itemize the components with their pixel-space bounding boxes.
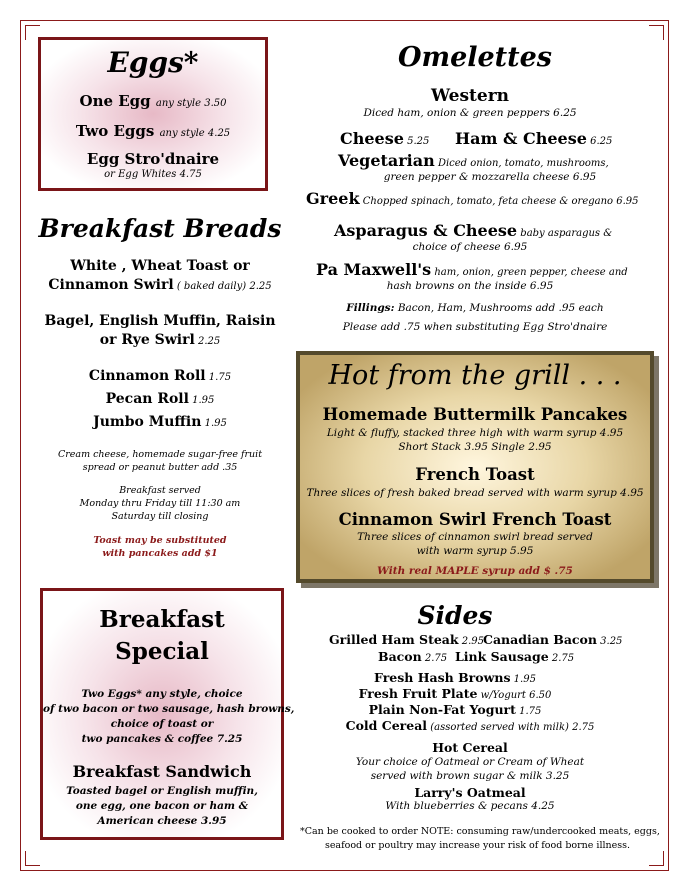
special-desc: Two Eggs* any style, choice (81, 688, 243, 700)
menu-item-cold-cereal (330, 718, 610, 733)
item-name: Link Sausage (455, 649, 549, 664)
menu-item-yogurt (330, 702, 580, 717)
menu-item-french-toast: French Toast (415, 465, 535, 484)
menu-item-western: Western (430, 86, 510, 106)
menu-item-canadian-bacon (483, 632, 622, 647)
item-desc: choice of cheese 6.95 (412, 241, 528, 253)
item-name: Canadian Bacon (483, 632, 597, 647)
omelettes-title: Omelettes (397, 42, 553, 73)
item-name: One Egg (79, 92, 151, 110)
breads-note: Cream cheese, homemade sugar-free fruit (57, 449, 263, 460)
item-price: 2.75 (421, 653, 448, 664)
item-name: Pecan Roll (105, 391, 189, 407)
breakfast-special-section (40, 588, 295, 840)
footnote: *Can be cooked to order NOTE: consuming raw/undercooked meats, eggs, (300, 826, 660, 837)
menu-item-pecan-roll (30, 391, 290, 407)
item-name: Bacon (378, 649, 422, 664)
item-name: Fresh Fruit Plate (358, 686, 478, 701)
grill-section (296, 351, 654, 583)
menu-item-larrys-oatmeal: Larry's Oatmeal (414, 785, 526, 800)
item-desc: baby asparagus & (517, 228, 613, 239)
item-name: Greek (306, 189, 360, 208)
item-desc: with warm syrup 5.95 (416, 545, 534, 557)
menu-item-one-egg (41, 92, 265, 110)
item-desc: Three slices of fresh baked bread served with warm syrup 4.95 (306, 487, 644, 499)
item-desc: With blueberries & pecans 4.25 (385, 800, 555, 812)
sandwich-desc: Toasted bagel or English muffin, (66, 785, 258, 797)
item-desc: Your choice of Oatmeal or Cream of Wheat (355, 756, 585, 768)
item-note: any style 3.50 (155, 98, 227, 109)
item-note: 2.25 (194, 336, 221, 347)
border-corner (649, 851, 664, 866)
substitution-note: with pancakes add $1 (102, 548, 218, 559)
sandwich-desc: one egg, one bacon or ham & (75, 800, 249, 812)
grill-title: Hot from the grill . . . (328, 360, 622, 391)
menu-item-toast: White , Wheat Toast or (70, 258, 250, 274)
fillings-note (310, 302, 640, 314)
item-desc: ham, onion, green pepper, cheese and (431, 267, 628, 278)
menu-item-cinnamon-swirl-french-toast: Cinnamon Swirl French Toast (338, 510, 612, 529)
item-price: 5.25 (403, 136, 430, 147)
menu-item-hot-cereal: Hot Cereal (432, 740, 508, 755)
item-desc: hash browns on the inside 6.95 (386, 280, 554, 292)
item-note: ( baked daily) 2.25 (173, 281, 272, 292)
item-price: 1.75 (515, 706, 542, 717)
fillings-text: Bacon, Ham, Mushrooms add .95 each (394, 302, 604, 314)
item-price: 1.95 (510, 674, 536, 685)
breads-title: Breakfast Breads (38, 214, 282, 243)
substitution-note: Toast may be substituted (93, 535, 227, 546)
menu-item-link-sausage (455, 649, 574, 664)
menu-item-bagel: Bagel, English Muffin, Raisin (44, 313, 276, 329)
menu-item-rye-swirl (30, 332, 290, 348)
item-price: 3.25 (596, 636, 623, 647)
fillings-label: Fillings: (346, 302, 395, 314)
item-name: Ham & Cheese (455, 129, 587, 148)
border-corner (25, 851, 40, 866)
item-note: or Egg Whites 4.75 (104, 169, 202, 180)
border-corner (649, 25, 664, 40)
maple-note: With real MAPLE syrup add $ .75 (377, 565, 573, 577)
eggs-section (38, 37, 268, 191)
item-name: Pa Maxwell's (316, 260, 432, 279)
menu-item-cinnamon-roll (30, 368, 290, 384)
special-desc: two pancakes & coffee 7.25 (81, 733, 243, 745)
menu-item-pa-maxwells (316, 260, 628, 279)
item-name: Cinnamon Swirl (48, 277, 174, 293)
menu-item-ham-steak (329, 632, 484, 647)
item-desc: Chopped spinach, tomato, feta cheese & oregano 6.95 (359, 196, 639, 207)
eggs-title: Eggs* (107, 46, 199, 79)
menu-item-cheese (340, 129, 429, 148)
item-desc: served with brown sugar & milk 3.25 (370, 770, 570, 782)
menu-item-greek (306, 189, 639, 208)
item-name: Asparagus & Cheese (334, 221, 518, 240)
item-note: 1.75 (205, 372, 232, 383)
item-note: 1.95 (201, 418, 227, 429)
item-desc: Diced onion, tomato, mushrooms, (434, 158, 609, 169)
sides-title: Sides (417, 601, 493, 630)
menu-item-ham-cheese (455, 129, 612, 148)
menu-item-fruit-plate (330, 686, 580, 701)
item-note: any style 4.25 (159, 128, 231, 139)
item-desc: Light & fluffy, stacked three high with warm syrup 4.95 (326, 427, 624, 439)
menu-item-vegetarian (338, 151, 609, 170)
item-name: Fresh Hash Browns (374, 670, 511, 685)
menu-item-jumbo-muffin (30, 414, 290, 430)
item-name: or Rye Swirl (99, 332, 195, 348)
item-name: Cheese (340, 129, 404, 148)
menu-item-cinnamon-swirl (30, 277, 290, 293)
sandwich-desc: American cheese 3.95 (97, 815, 227, 827)
item-desc: Short Stack 3.95 Single 2.95 (398, 441, 552, 453)
item-desc: Three slices of cinnamon swirl bread served (357, 531, 593, 543)
special-desc: of two bacon or two sausage, hash browns, (43, 703, 295, 715)
substitution-note: Please add .75 when substituting Egg Stro'dnaire (342, 321, 608, 333)
item-price: 2.95 (458, 636, 485, 647)
footnote: seafood or poultry may increase your risk of food borne illness. (324, 840, 631, 851)
item-desc: green pepper & mozzarella cheese 6.95 (383, 171, 597, 183)
special-title: Breakfast (99, 606, 225, 633)
menu-item-hash-browns (330, 670, 580, 685)
item-desc: Diced ham, onion & green peppers 6.25 (363, 107, 577, 119)
menu-item-two-eggs (41, 122, 265, 140)
item-price: (assorted served with milk) 2.75 (427, 722, 595, 733)
item-name: Grilled Ham Steak (329, 632, 459, 647)
hours-note: Breakfast served (119, 485, 201, 496)
hours-note: Saturday till closing (111, 511, 209, 522)
menu-item-bacon (378, 649, 447, 664)
special-title: Special (115, 638, 209, 665)
hours-note: Monday thru Friday till 11:30 am (79, 498, 241, 509)
item-name: Cinnamon Roll (88, 368, 206, 384)
item-note: 1.95 (188, 395, 215, 406)
item-name: Two Eggs (75, 122, 155, 140)
item-name: Cold Cereal (345, 718, 428, 733)
item-price: w/Yogurt 6.50 (477, 690, 552, 701)
menu-item-asparagus (334, 221, 612, 240)
menu-item-egg-strodnaire: Egg Stro'dnaire (86, 150, 220, 168)
breads-note: spread or peanut butter add .35 (82, 462, 238, 473)
menu-item-pancakes: Homemade Buttermilk Pancakes (322, 405, 628, 424)
item-price: 6.25 (586, 136, 613, 147)
item-name: Vegetarian (338, 151, 435, 170)
item-price: 2.75 (548, 653, 575, 664)
special-desc: choice of toast or (110, 718, 214, 730)
item-name: Plain Non-Fat Yogurt (368, 702, 516, 717)
item-name: Jumbo Muffin (93, 414, 202, 430)
sandwich-title: Breakfast Sandwich (72, 762, 252, 781)
